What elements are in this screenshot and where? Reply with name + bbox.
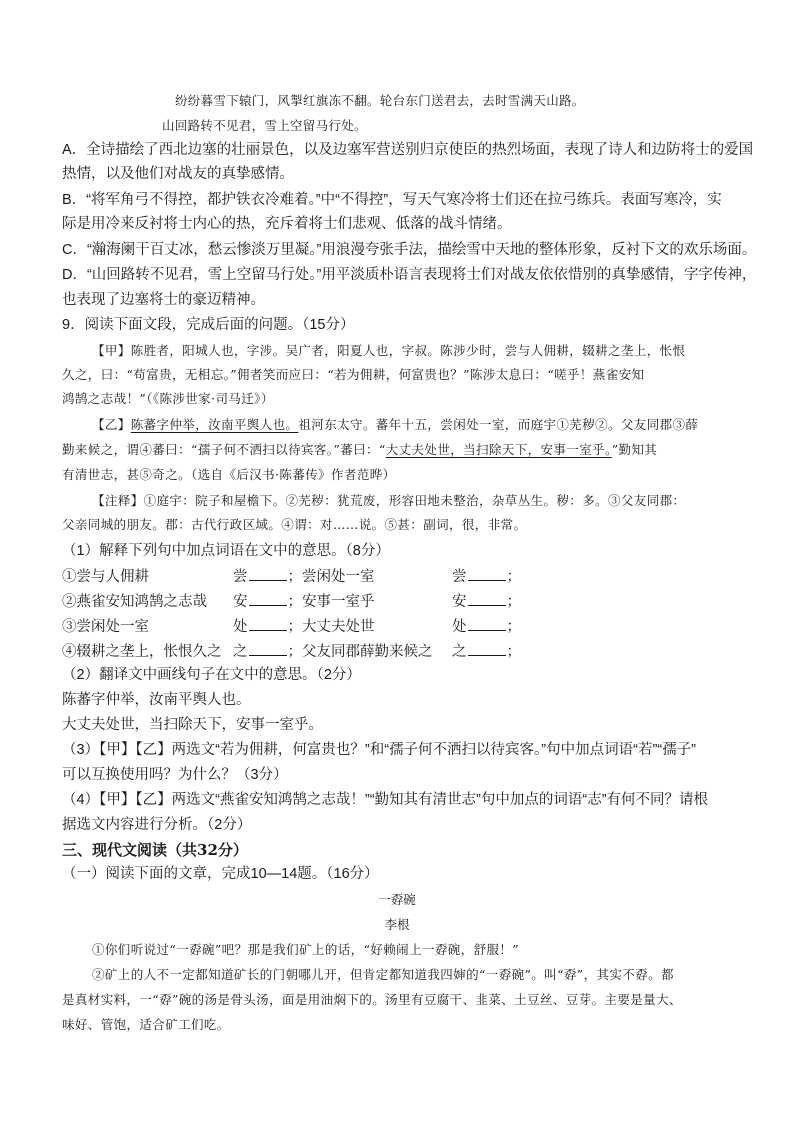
option-d: D．“山回路转不见君，雪上空留马行处。”用平淡质朴语言表现将士们对战友依依惜别的真挚感情，字字传神， — [62, 267, 757, 283]
row-sentence: ③尝闲处一室 — [62, 619, 149, 635]
row-word: 之 — [233, 644, 248, 660]
row-blank-2 — [452, 640, 521, 661]
row-sentence: ②燕雀安知鸿鹄之志哉 — [62, 594, 207, 610]
option-d-cont: 也表现了边塞将士的豪迈精神。 — [62, 292, 265, 308]
passage-yi-text: ”勤知其 — [611, 442, 658, 457]
question-9-title: 9．阅读下面文段，完成后面的问题。（15分） — [62, 317, 355, 333]
essay-paragraph-2-cont: 是真材实料，一“孬”碗的汤是骨头汤，面是用油焖下的。汤里有豆腐干、韭菜、土豆丝、豆芽。主要是量大、 — [62, 992, 682, 1007]
row-blank-1 — [233, 565, 375, 586]
option-b-cont: 际是用冷来反衬将士内心的热，充斥着将士们悲观、低落的战斗情绪。 — [62, 216, 512, 232]
translation-sentence-2: 大丈夫处世，当扫除天下，安事一室乎。 — [62, 717, 323, 733]
passage-yi-cont — [62, 440, 657, 460]
sub-question-3: （3）【甲】【乙】两选文“若为佣耕，何富贵也？”和“孺子何不洒扫以待宾客。”句中加点词语“若”“孺子” — [62, 742, 696, 758]
row-blank-1 — [233, 640, 433, 661]
passage-yi-cont: 有清世志，甚⑤奇之。（选自《后汉书·陈蕃传》作者范晔） — [62, 467, 396, 482]
passage-jia: 【甲】陈胜者，阳城人也，字涉。吴广者，阳夏人也，字叔。陈涉少时，尝与人佣耕，辍耕之垄上，怅恨 — [92, 343, 686, 358]
section-heading: 三、现代文阅读（共32分） — [62, 841, 248, 859]
answer-blank[interactable] — [468, 566, 506, 581]
row-word: 安 — [233, 594, 248, 610]
row-blank-2 — [452, 590, 521, 611]
row-end: ； — [506, 594, 521, 610]
underlined-sentence-2: 大丈夫处世，当扫除天下，安事一室乎。 — [385, 442, 612, 457]
row-sentence: ①尝与人佣耕 — [62, 569, 149, 585]
answer-blank[interactable] — [468, 591, 506, 606]
option-b: B．“将军角弓不得控，都护铁衣冷难着。”中“不得控”，写天气寒冷将士们还在拉弓练兵。表面写寒冷，实 — [62, 192, 722, 208]
sub-question-2: （2）翻译文中画线句子在文中的意思。（2分） — [62, 667, 361, 683]
annotation-notes: 【注释】①庭宇：院子和屋檐下。②芜秽：犹荒废，形容田地未整治，杂草丛生。秽：多。③父友同郡： — [92, 493, 686, 508]
translation-sentence-1: 陈蕃字仲举，汝南平舆人也。 — [62, 692, 251, 708]
row-word: 处 — [233, 619, 248, 635]
row-blank-2 — [452, 615, 521, 636]
essay-paragraph-2: ②矿上的人不一定都知道矿长的门朝哪儿开，但肯定都知道我四婶的“一孬碗”。叫“孬”，其实不孬。都 — [92, 967, 674, 982]
essay-paragraph-2-cont: 味好、管饱，适合矿工们吃。 — [62, 1017, 230, 1032]
option-c: C．“瀚海阑干百丈冰，愁云惨淡万里凝。”用浪漫夸张手法，描绘雪中天地的整体形象，反衬下文的欢乐场面。 — [62, 242, 757, 258]
sub-question-4: （4）【甲】【乙】两选文“燕雀安知鸿鹄之志哉！”“勤知其有清世志”句中加点的词语“志”有何不同？请根 — [62, 792, 709, 808]
option-a-cont: 热情，以及他们对战友的真挚感情。 — [62, 166, 294, 182]
row-blank-1 — [233, 615, 375, 636]
row-end: ； — [506, 619, 521, 635]
row-sentence: ；安事一室乎 — [287, 594, 375, 610]
annotation-notes-cont: 父亲同城的朋友。郡：古代行政区域。④谓：对……说。⑤甚：副词，很，非常。 — [62, 517, 527, 532]
row-word: 之 — [452, 644, 467, 660]
passage-yi-text: 祖河东太守。蕃年十五，尝闲处一室，而庭宇①芜秽②。父友同郡③薛 — [298, 417, 699, 432]
row-word: 处 — [452, 619, 467, 635]
passage-yi — [92, 415, 698, 435]
passage-yi-text: 勤来候之，谓④蕃曰：“孺子何不洒扫以待宾客。”蕃曰：“ — [62, 442, 386, 457]
row-word: 安 — [452, 594, 467, 610]
sub-question-4-cont: 据选文内容进行分析。（2分） — [62, 817, 252, 833]
answer-blank[interactable] — [249, 616, 287, 631]
answer-blank[interactable] — [468, 641, 506, 656]
answer-blank[interactable] — [249, 566, 287, 581]
row-word: 尝 — [452, 569, 467, 585]
answer-blank[interactable] — [249, 641, 287, 656]
passage-jia-cont: 久之，曰：“苟富贵，无相忘。”佣者笑而应曰：“若为佣耕，何富贵也？”陈涉太息曰：“嗟乎！燕雀安知 — [62, 367, 645, 382]
essay-author: 李根 — [384, 917, 410, 932]
row-blank-1 — [233, 590, 375, 611]
answer-blank[interactable] — [468, 616, 506, 631]
option-a: A．全诗描绘了西北边塞的壮丽景色，以及边塞军营送别归京使臣的热烈场面，表现了诗人和边防将士的爱国 — [62, 142, 754, 158]
essay-paragraph-1: ①你们听说过“一孬碗”吧？那是我们矿上的话，“好赖闹上一孬碗，舒服！” — [92, 942, 520, 957]
row-blank-2 — [452, 565, 521, 586]
row-end: ； — [506, 644, 521, 660]
poem-line: 山回路转不见君，雪上空留马行处。 — [162, 118, 367, 133]
passage-jia-cont: 鸿鹄之志哉！”（《陈涉世家·司马迁》） — [62, 391, 274, 406]
sub-question-3-cont: 可以互换使用吗？为什么？（3分） — [62, 767, 288, 783]
essay-title: 一孬碗 — [378, 892, 416, 907]
answer-blank[interactable] — [249, 591, 287, 606]
row-end: ； — [506, 569, 521, 585]
passage-yi-label: 【乙】 — [92, 417, 131, 432]
row-sentence: ；尝闲处一室 — [287, 569, 375, 585]
row-word: 尝 — [233, 569, 248, 585]
row-sentence: ；大丈夫处世 — [287, 619, 375, 635]
section-intro: （一）阅读下面的文章，完成10—14题。（16分） — [62, 866, 379, 882]
poem-line: 纷纷暮雪下辕门，风掣红旗冻不翻。轮台东门送君去，去时雪满天山路。 — [175, 93, 585, 108]
sub-question-1: （1）解释下列句中加点词语在文中的意思。（8分） — [62, 543, 390, 559]
row-sentence: ；父友同郡薛勤来候之 — [287, 644, 433, 660]
underlined-sentence-1: 陈蕃字仲举，汝南平舆人也。 — [130, 417, 299, 432]
row-sentence: ④辍耕之垄上，怅恨久之 — [62, 644, 222, 660]
